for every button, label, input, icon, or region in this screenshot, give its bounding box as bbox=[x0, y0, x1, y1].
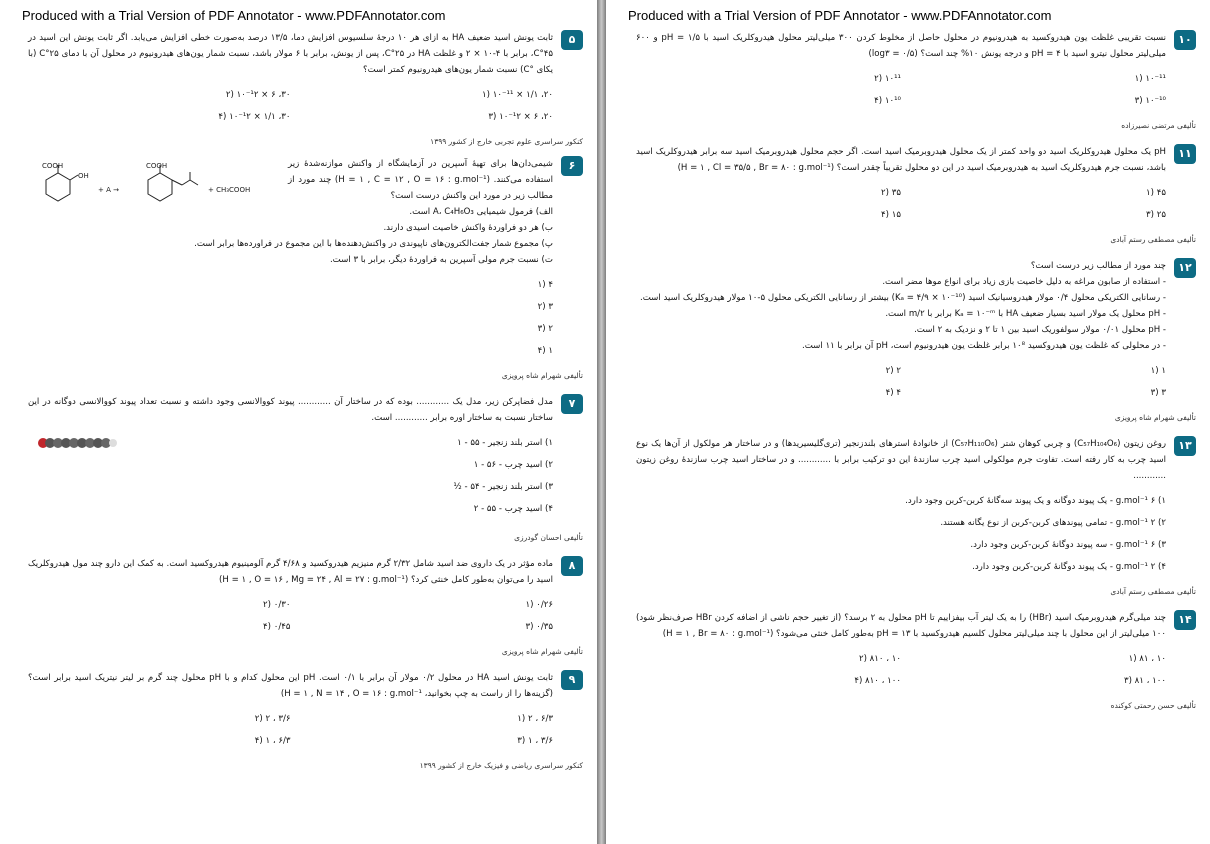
question-7 bbox=[28, 394, 583, 426]
options-list bbox=[636, 490, 1196, 578]
option-2[interactable]: ۳/۶ ، ۲ (۲ bbox=[254, 714, 291, 724]
figure-label: COOH bbox=[42, 162, 64, 170]
option-3[interactable]: ۲۵ (۳ bbox=[1146, 210, 1166, 220]
figure-label: + A → bbox=[98, 186, 119, 194]
question-author: تألیفی حسن رحمتی کوکنده bbox=[1110, 701, 1196, 710]
option-3[interactable]: ۲ (۳ bbox=[537, 324, 553, 334]
figure-label: COOH bbox=[146, 162, 168, 170]
question-number-badge: ۱۰ bbox=[1174, 30, 1196, 50]
question-number-badge: ۵ bbox=[561, 30, 583, 50]
question-text: شیمی‌دان‌ها برای تهیهٔ آسپرین در آزمایشگاه از واکنش موازنه‌شدهٔ زیر استفاده می‌کنند. (H = ۱ , C = ۱۲ , O = ۱۶ : g.mol⁻¹) چند مورد از مطالب زیر در مورد این واکنش درست است؟ bbox=[288, 159, 553, 201]
question-text: چند میلی‌گرم هیدروبرمیک اسید (HBr) را به یک لیتر آب بیفزاییم تا pH محلول به ۲ برسد؟ (از تغییر حجم ناشی از اضافه کردن HBr صرف‌نظر شود) ۱۰۰ میلی‌لیتر از این محلول با چند میلی‌لیتر محلول کلسیم هیدروکسید با pH = ۱۳ به‌طور کامل خنثی می‌شود؟ (H = ۱ , Br = ۸۰ : g.mol⁻¹) bbox=[636, 613, 1166, 639]
option-3[interactable]: ۳/۶ ، ۱ (۳ bbox=[517, 736, 553, 746]
statement-t: ت) نسبت جرم مولی آسپرین به فراوردهٔ دیگر، برابر با ۳ است. bbox=[329, 255, 553, 265]
question-9 bbox=[28, 670, 583, 702]
option-4[interactable]: ۶/۳ ، ۱ (۴ bbox=[254, 736, 291, 746]
options-grid bbox=[636, 648, 1196, 692]
option-2[interactable]: ۳۰، ۶ × ۱۰⁻¹۲ (۲ bbox=[225, 90, 291, 100]
page-content bbox=[28, 30, 583, 780]
statement-3: - pH محلول یک مولار اسید بسیار ضعیف HA با Kₐ = ۱۰⁻ᵐ برابر با m/۲ است. bbox=[885, 309, 1166, 319]
question-number-badge: ۱۲ bbox=[1174, 258, 1196, 278]
option-1[interactable]: ۴ (۱ bbox=[537, 280, 553, 290]
option-1[interactable]: ۶/۳ ، ۲ (۱ bbox=[517, 714, 553, 724]
option-2[interactable]: ۰/۳۰ (۲ bbox=[263, 600, 291, 610]
option-2[interactable]: ۳۵ (۲ bbox=[881, 188, 901, 198]
question-text: pH یک محلول هیدروکلریک اسید دو واحد کمتر از یک محلول هیدروبرمیک اسید است. اگر حجم محلول هیدروبرمیک اسید سه برابر هیدروکلریک اسید باشد، نسبت جرم هیدروکلریک اسید به هیدروبرمیک اسید در این دو محلول تقریباً چقدر است؟ (H = ۱ , Cl = ۳۵/۵ , Br = ۸۰ : g.mol⁻¹) bbox=[636, 147, 1166, 173]
trial-watermark: Produced with a Trial Version of PDF Annotator - www.PDFAnnotator.com bbox=[628, 8, 1052, 23]
option-1[interactable]: ۲۰، ۱/۱ × ۱۰⁻¹¹ (۱ bbox=[482, 90, 553, 100]
statement-5: - در محلولی که غلظت یون هیدروکسید ۱۰⁸ برابر غلظت یون هیدرونیوم است، pH آن برابر با ۱۱ است. bbox=[801, 341, 1166, 351]
question-10 bbox=[636, 30, 1196, 62]
options-list bbox=[28, 274, 583, 362]
question-text: مدل فضاپرکن زیر، مدل یک ............ بوده که در ساختار آن ............ پیوند کووالانسی وجود داشته و نسبت تعداد پیوند کووالانسی دوگانه در این ساختار نسبت به ساختار اوره برابر ............ است. bbox=[28, 397, 553, 423]
statement-4: - pH محلول ۰/۰۱ مولار سولفوریک اسید بین ۱ تا ۲ و نزدیک به ۲ است. bbox=[914, 325, 1166, 335]
statement-1: - استفاده از صابون مراغه به دلیل خاصیت بازی زیاد برای انواع موها مضر است. bbox=[882, 277, 1166, 287]
question-text: روغن زیتون (C₅₇H₁₀₄O₆) و چربی کوهان شتر (C₅₇H₁₁₀O₆) از خانوادهٔ استرهای بلندزنجیر (تری‌گلیسیریدها) و در ساختار هر مولکول از آن‌ها یک نوع اسید چرب به کار رفته است. تفاوت جرم مولکولی اسید چرب سازندهٔ این دو ترکیب برابر با ............ و در ساختار اسید چرب سازندهٔ روغن زیتون ............ bbox=[636, 439, 1166, 481]
option-3[interactable]: ۲۰، ۶ × ۱۰⁻¹۲ (۳ bbox=[488, 112, 553, 122]
options-grid bbox=[28, 708, 583, 752]
question-5 bbox=[28, 30, 583, 78]
page-content bbox=[636, 30, 1196, 724]
option-3[interactable]: ۱۰⁻¹⁰ (۳ bbox=[1134, 96, 1166, 106]
question-number-badge: ۷ bbox=[561, 394, 583, 414]
option-4[interactable]: ۴) ۲ g.mol⁻¹ - یک پیوند دوگانهٔ کربن-کربن وجود دارد. bbox=[972, 562, 1166, 572]
option-2[interactable]: ۲ (۲ bbox=[885, 366, 901, 376]
question-text: ثابت یونش اسید HA در محلول ۰/۲ مولار آن برابر با ۰/۱ است. pH این محلول کدام و با pH محلول چند گرم بر لیتر نیتریک اسید برابر است؟ (گزینه‌ها را از راست به چپ بخوانید، H = ۱ , N = ۱۴ , O = ۱۶ : g.mol⁻¹) bbox=[28, 673, 553, 699]
options-grid bbox=[28, 84, 583, 128]
question-number-badge: ۸ bbox=[561, 556, 583, 576]
aspirin-reaction-figure bbox=[28, 158, 288, 210]
question-12 bbox=[636, 258, 1196, 354]
question-author: تألیفی شهرام شاه پرویزی bbox=[1114, 413, 1196, 422]
options-grid bbox=[28, 594, 583, 638]
q7-body bbox=[28, 432, 583, 524]
question-number-badge: ۱۳ bbox=[1174, 436, 1196, 456]
figure-label: OH bbox=[78, 172, 89, 180]
question-author: تألیفی مصطفی رستم آبادی bbox=[1110, 235, 1196, 244]
question-text: ماده مؤثر در یک داروی ضد اسید شامل ۲/۳۲ گرم منیزیم هیدروکسید و ۴/۶۸ گرم آلومینیوم هیدروکسید است. به کمک این دارو چند مول هیدروکلریک اسید را می‌توان به‌طور کامل خنثی کرد؟ (H = ۱ , O = ۱۶ , Mg = ۲۴ , Al = ۲۷ : g.mol⁻¹) bbox=[28, 559, 553, 585]
option-3[interactable]: ۳ (۳ bbox=[1150, 388, 1166, 398]
option-2[interactable]: ۱۰¹¹ (۲ bbox=[874, 74, 901, 84]
options-grid bbox=[636, 360, 1196, 404]
question-author: تألیفی شهرام شاه پرویزی bbox=[501, 371, 583, 380]
question-number-badge: ۶ bbox=[561, 156, 583, 176]
options-grid bbox=[636, 182, 1196, 226]
option-1[interactable]: ۱۰ ، ۸۱ (۱ bbox=[1128, 654, 1166, 664]
space-filling-model-image bbox=[38, 436, 118, 450]
figure-label: + CH₃COOH bbox=[208, 186, 251, 194]
option-1[interactable]: ۱) استر بلند زنجیر - ۵۵ - ۱ bbox=[457, 438, 553, 448]
option-2[interactable]: ۳ (۲ bbox=[537, 302, 553, 312]
options-grid bbox=[636, 68, 1196, 112]
page-gutter bbox=[597, 0, 606, 844]
question-6 bbox=[28, 156, 583, 268]
option-4[interactable]: ۰/۴۵ (۴ bbox=[263, 622, 291, 632]
question-number-badge: ۹ bbox=[561, 670, 583, 690]
question-author: تألیفی شهرام شاه پرویزی bbox=[501, 647, 583, 656]
question-author: تألیفی احسان گودرزی bbox=[514, 533, 583, 542]
question-13 bbox=[636, 436, 1196, 484]
trial-watermark: Produced with a Trial Version of PDF Annotator - www.PDFAnnotator.com bbox=[22, 8, 446, 23]
question-source: کنکور سراسری ریاضی و فیزیک خارج از کشور ۱۳۹۹ bbox=[419, 761, 583, 770]
option-2[interactable]: ۲) ۲ g.mol⁻¹ - تمامی پیوندهای کربن-کربن از نوع یگانه هستند. bbox=[940, 518, 1166, 528]
option-1[interactable]: ۰/۲۶ (۱ bbox=[525, 600, 553, 610]
option-4[interactable]: ۱۰¹⁰ (۴ bbox=[874, 96, 901, 106]
question-11 bbox=[636, 144, 1196, 176]
option-1[interactable]: ۱۰⁻¹¹ (۱ bbox=[1134, 74, 1166, 84]
option-4[interactable]: ۱۵ (۴ bbox=[881, 210, 901, 220]
question-text: ثابت یونش اسید ضعیف HA به ازای هر ۱۰ درجهٔ سلسیوس افزایش دما، ۱۳/۵ درصد به‌صورت خطی افزایش می‌یابد. اگر ثابت یونش این اسید در ۴۵°C، برابر با ۴-۱۰ × ۲ و غلظت HA در ۲۵°C، پس از یونش، برابر با ۶ مولار باشد، نسبت شمار یون‌های هیدرونیوم در محلول آن با دمای ۲۵°C (با یکای °C) نسبت شمار یون‌های هیدرونیوم کمتر است؟ bbox=[28, 33, 553, 75]
question-text: چند مورد از مطالب زیر درست است؟ bbox=[1030, 261, 1166, 271]
question-author: تألیفی مصطفی رستم آبادی bbox=[1110, 587, 1196, 596]
option-3[interactable]: ۳) ۶ g.mol⁻¹ - سه پیوند دوگانهٔ کربن-کربن وجود دارد. bbox=[970, 540, 1166, 550]
question-14 bbox=[636, 610, 1196, 642]
question-number-badge: ۱۴ bbox=[1174, 610, 1196, 630]
option-3[interactable]: ۰/۳۵ (۳ bbox=[525, 622, 553, 632]
statement-a: الف) فرمول شیمیایی A، C₄H₆O₃ است. bbox=[409, 207, 553, 217]
option-3[interactable]: ۳) استر بلند زنجیر - ۵۴ - ½ bbox=[453, 482, 553, 492]
statement-p: پ) مجموع شمار جفت‌الکترون‌های ناپیوندی در واکنش‌دهنده‌ها با این مجموع در فراورده‌ها برابر است. bbox=[194, 239, 553, 249]
question-author: تألیفی مرتضی نصیرزاده bbox=[1121, 121, 1196, 130]
option-4[interactable]: ۳۰، ۱/۱ × ۱۰⁻¹۲ (۴ bbox=[218, 112, 291, 122]
option-4[interactable]: ۴) اسید چرب - ۵۵ - ۲ bbox=[473, 504, 553, 514]
option-1[interactable]: ۱ (۱ bbox=[1150, 366, 1166, 376]
question-8 bbox=[28, 556, 583, 588]
option-2[interactable]: ۲) اسید چرب - ۵۶ - ۱ bbox=[473, 460, 553, 470]
option-2[interactable]: ۱۰ ، ۸۱۰ (۲ bbox=[858, 654, 901, 664]
question-number-badge: ۱۱ bbox=[1174, 144, 1196, 164]
option-4[interactable]: ۴ (۴ bbox=[885, 388, 901, 398]
question-source: کنکور سراسری علوم تجربی خارج از کشور ۱۳۹۹ bbox=[430, 137, 583, 146]
pdf-page-left bbox=[0, 0, 597, 844]
pdf-page-right bbox=[606, 0, 1210, 844]
option-3[interactable]: ۱۰۰ ، ۸۱ (۳ bbox=[1123, 676, 1166, 686]
option-1[interactable]: ۴۵ (۱ bbox=[1146, 188, 1166, 198]
statement-2: - رسانایی الکتریکی محلول ۰/۴ مولار هیدروسیانیک اسید (Kₐ = ۴/۹ × ۱۰⁻¹⁰) بیشتر از رسانایی الکتریکی محلول ۵-۱۰ مولار هیدروکلریک اسید است. bbox=[639, 293, 1166, 303]
option-1[interactable]: ۱) ۶ g.mol⁻¹ - یک پیوند دوگانه و یک پیوند سه‌گانهٔ کربن-کربن وجود دارد. bbox=[905, 496, 1166, 506]
question-text: نسبت تقریبی غلظت یون هیدروکسید به هیدرونیوم در محلول حاصل از مخلوط کردن ۳۰۰ میلی‌لیتر محلول هیدروکلریک اسید با pH = ۱/۵ و ۶۰۰ میلی‌لیتر محلول نیترو اسید با pH = ۴ و درجه یونش ۱۰% چند است؟ (log۳ = ۰/۵) bbox=[636, 33, 1166, 59]
option-4[interactable]: ۱۰۰ ، ۸۱۰ (۴ bbox=[854, 676, 901, 686]
statement-b: ب) هر دو فراوردهٔ واکنش خاصیت اسیدی دارند. bbox=[383, 223, 553, 233]
option-4[interactable]: ۱ (۴ bbox=[537, 346, 553, 356]
